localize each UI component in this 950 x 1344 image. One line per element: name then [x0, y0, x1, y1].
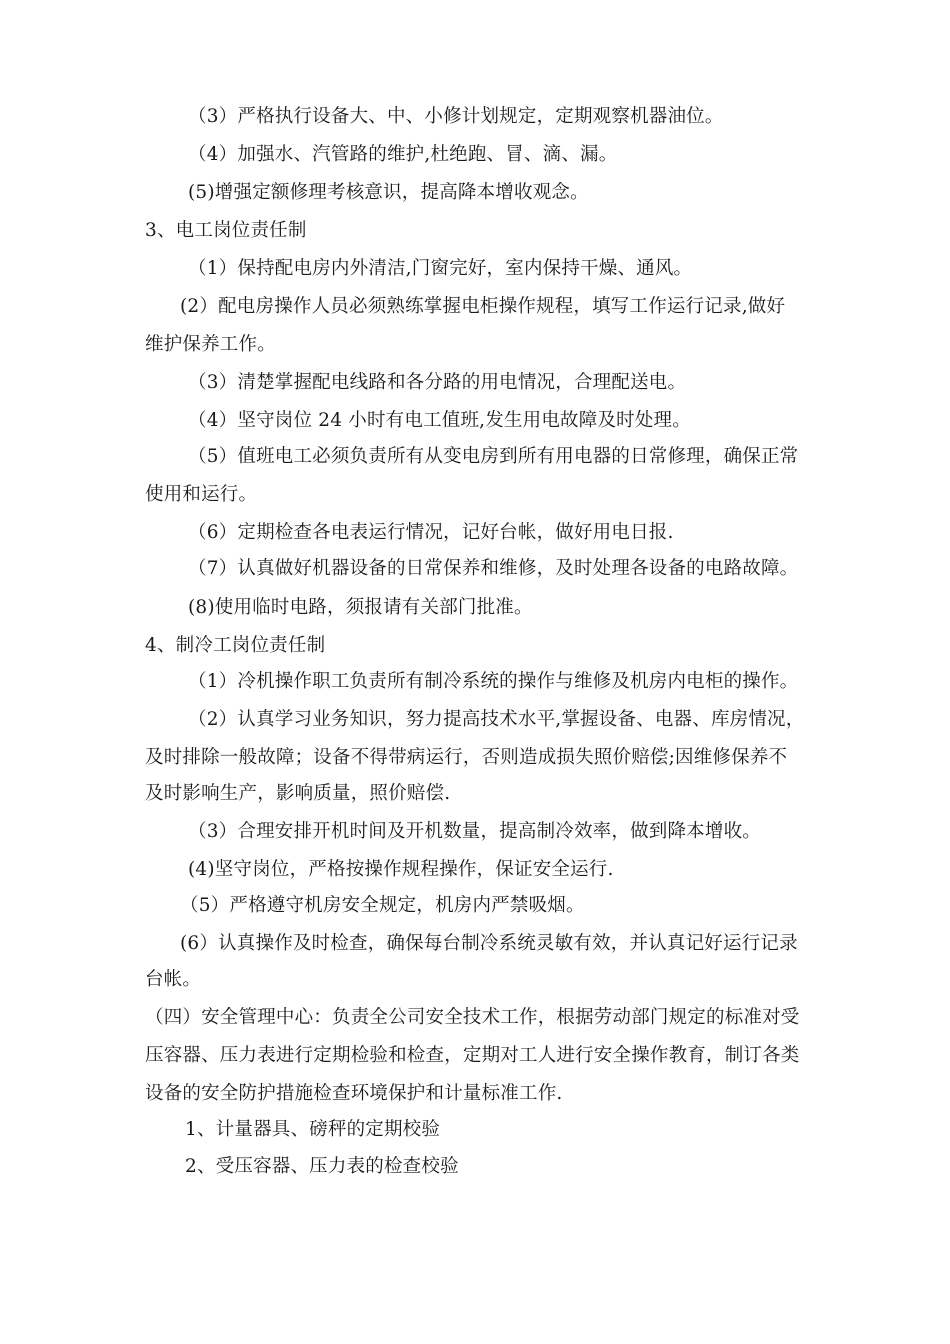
text-line: （1）保持配电房内外清洁,门窗完好，室内保持干燥、通风。: [188, 258, 693, 279]
text-line: 压容器、压力表进行定期检验和检查，定期对工人进行安全操作教育，制订各类: [145, 1045, 800, 1066]
text-line: （3）合理安排开机时间及开机数量，提高制冷效率，做到降本增收。: [188, 821, 761, 842]
list-item: 2、受压容器、压力表的检查校验: [185, 1156, 459, 1177]
text-line: (8)使用临时电路，须报请有关部门批准。: [188, 597, 533, 618]
text-line: 使用和运行。: [145, 484, 258, 505]
text-line: (2）配电房操作人员必须熟练掌握电柜操作规程，填写工作运行记录,做好: [180, 296, 786, 317]
text-line: 维护保养工作。: [145, 334, 276, 355]
text-line: （4）坚守岗位 24 小时有电工值班,发生用电故障及时处理。: [188, 410, 691, 431]
text-line: （5）严格遵守机房安全规定，机房内严禁吸烟。: [180, 895, 585, 916]
text-line: （3）清楚掌握配电线路和各分路的用电情况，合理配送电。: [188, 372, 687, 393]
text-line: （6）定期检查各电表运行情况，记好台帐，做好用电日报.: [188, 522, 674, 543]
list-item: 1、计量器具、磅秤的定期校验: [185, 1119, 441, 1140]
text-line: （1）冷机操作职工负责所有制冷系统的操作与维修及机房内电柜的操作。: [188, 671, 799, 692]
section-heading: 4、制冷工岗位责任制: [145, 635, 326, 656]
text-line: (4)坚守岗位，严格按操作规程操作，保证安全运行.: [188, 859, 614, 880]
text-line: （7）认真做好机器设备的日常保养和维修，及时处理各设备的电路故障。: [188, 558, 799, 579]
text-line: （5）值班电工必须负责所有从变电房到所有用电器的日常修理，确保正常: [188, 446, 799, 467]
text-line: （4）加强水、汽管路的维护,杜绝跑、冒、滴、漏。: [188, 144, 618, 165]
text-line: （2）认真学习业务知识，努力提高技术水平,掌握设备、电器、库房情况，: [188, 709, 805, 730]
text-line: (6）认真操作及时检查，确保每台制冷系统灵敏有效，并认真记好运行记录: [180, 933, 798, 954]
text-line: 及时影响生产，影响质量，照价赔偿.: [145, 783, 451, 804]
text-line: (5)增强定额修理考核意识，提高降本增收观念。: [188, 182, 589, 203]
text-line: （3）严格执行设备大、中、小修计划规定，定期观察机器油位。: [188, 106, 724, 127]
text-line: 设备的安全防护措施检查环境保护和计量标准工作.: [145, 1083, 563, 1104]
section-heading: （四）安全管理中心：负责全公司安全技术工作，根据劳动部门规定的标准对受: [145, 1007, 800, 1028]
text-line: 台帐。: [145, 969, 202, 990]
text-line: 及时排除一般故障；设备不得带病运行，否则造成损失照价赔偿;因维修保养不: [145, 747, 788, 768]
section-heading: 3、电工岗位责任制: [145, 220, 307, 241]
